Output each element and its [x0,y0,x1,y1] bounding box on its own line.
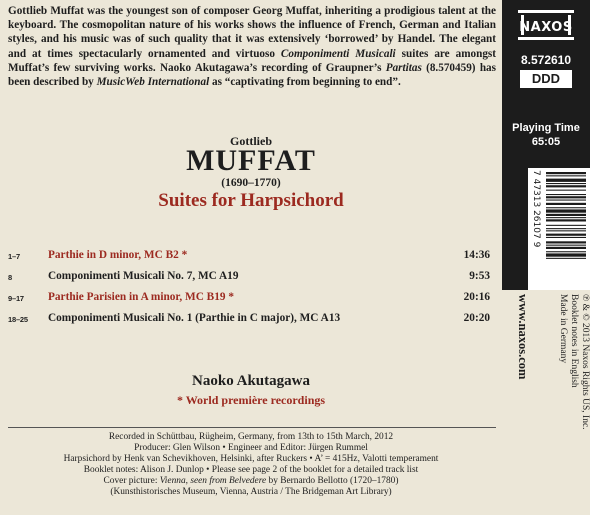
track-row [8,290,490,311]
track-title: Parthie in D minor, MC B2 * [48,249,188,261]
barcode-bar [546,185,586,187]
cover-label: Cover picture: [103,475,160,486]
credits-line: Recorded in Schüttbau, Rügheim, Germany, from 13th to 15th March, 2012 [108,432,394,442]
barcode-bar [546,209,586,212]
spine-panel [502,0,590,290]
credits-line: (Kunsthistorisches Museum, Vienna, Austria / The Bridgeman Art Library) [110,486,392,497]
cover-picture-title: Vienna, seen from Belvedere [159,475,267,486]
barcode-digits: 7 47313 26107 9 [531,170,541,248]
performer-name: Naoko Akutagawa [192,373,310,389]
intro-italic-componimenti: Componimenti Musicali [280,47,396,60]
naxos-columns-logo [514,6,578,44]
track-row [8,269,490,290]
intro-text-2: suites are amongst Muffat’s few surviving works. Naoko Akutagawa’s recording of Graupner’s [8,47,497,74]
credits-line [0,476,502,487]
album-title: Suites for Harpsichord [158,190,344,211]
barcode-bar [546,251,586,252]
naxos-wordmark: NAXOS [519,20,573,35]
composer-first-name: Gottlieb [230,134,272,148]
barcode-bar [546,230,586,231]
barcode-bar [546,237,586,238]
playing-time [502,121,590,149]
barcode-bar [546,203,586,205]
credits-line: Harpsichord by Henk van Schevikhoven, Helsinki, after Ruckers • A’ = 415Hz, Valotti temperament [63,453,439,464]
intro-italic-musicweb: MusicWeb International [96,76,210,89]
barcode-bar [546,200,586,201]
catalog-number: 8.572610 [520,53,572,67]
barcode-bar [546,190,586,191]
track-title: Componimenti Musicali No. 7, MC A19 [48,270,239,282]
recording-credits [0,432,502,497]
barcode-bar [546,196,586,198]
track-row [8,311,490,332]
credits-line: Producer: Glen Wilson • Engineer and Editor: Jürgen Rummel [134,442,368,453]
website-link[interactable]: www.naxos.com [516,294,530,380]
track-numbers: 8 [8,273,12,282]
track-title: Parthie Parisien in A minor, MC B19 * [48,291,234,303]
barcode-bar [546,183,586,184]
playing-time-label: Playing Time [512,122,580,134]
track-numbers: 9–17 [8,294,24,303]
barcode [528,168,590,290]
booklet-language: Booklet notes in English [569,294,579,388]
barcode-bar [546,179,586,182]
legal-block [505,290,590,510]
intro-italic-partitas: Partitas [385,61,422,74]
track-duration: 20:20 [463,312,490,324]
barcode-bar [546,194,586,195]
track-numbers: 18–25 [8,315,28,324]
barcode-bar [546,219,586,221]
intro-text-1: Gottlieb Muffat was the youngest son of composer Georg Muffat, inheriting a prodigious talent at the keyboard. The cosmopolitan nature of his works shows the influence of French, German and Italian styles, and his music was of such quality that it was extensively ‘borrowed’ by Handel. The elegant and at times spectacularly ornamented and virtuoso [8,5,496,60]
barcode-bar [546,247,586,249]
track-duration: 9:53 [469,270,490,282]
intro-text-4: as “captivating from beginning to end”. [209,76,401,89]
playing-time-value: 65:05 [531,136,561,148]
track-row [8,248,490,269]
cover-picture-artist: by Bernardo Bellotto (1720–1780) [266,475,399,486]
barcode-bar [546,225,586,226]
barcode-bar [546,234,586,236]
premiere-note: * World première recordings [176,393,326,407]
intro-text-3: (8.570459) has been described by [8,61,496,89]
barcode-bar [546,241,586,243]
barcode-bar [546,253,586,256]
composer-last-name: MUFFAT [186,144,316,177]
composer-dates: (1690–1770) [221,177,281,189]
barcode-bar [546,245,586,246]
barcode-bar [546,175,586,176]
track-title: Componimenti Musicali No. 1 (Parthie in C major), MC A13 [48,312,341,324]
barcode-bar [546,258,586,259]
track-duration: 14:36 [463,249,490,261]
track-list [8,248,490,332]
intro-paragraph [8,4,496,89]
ddd-badge: DDD [520,70,572,88]
track-numbers: 1–7 [8,252,20,261]
barcode-bar [546,172,586,174]
track-duration: 20:16 [463,291,490,303]
barcode-bar [546,228,586,229]
barcode-bar [546,207,586,208]
barcode-bar [546,214,586,216]
divider [8,427,496,428]
barcode-graphic [528,168,590,290]
copyright-line: ℗ & © 2013 Naxos Rights US, Inc. [580,294,590,430]
credits-line: Booklet notes: Alison J. Dunlop • Please see page 2 of the booklet for a detailed track list [83,464,419,475]
barcode-bar [546,217,586,218]
made-in: Made in Germany [558,294,568,364]
